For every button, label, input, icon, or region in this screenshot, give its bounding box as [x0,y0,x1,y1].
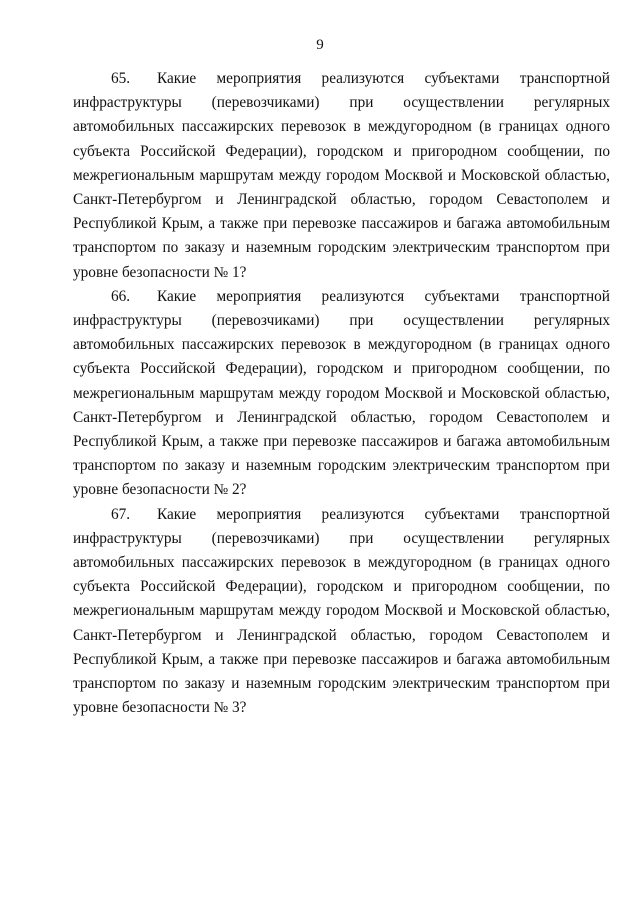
question-text: Какие мероприятия реализуются субъектами транспортной инфраструктуры (перевозчиками) при осуществлении регулярных автомобильных пассажирских перевозок в междугородном (в границах одного субъекта Российской Федерации), городском и пригородном сообщении, по межрегиональным маршрутам между городом Москвой и Московской областью, Санкт-Петербургом и Ленинградской областью, городом Севастополем и Республикой Крым, а также при перевозке пассажиров и багажа автомобильным транспортом по заказу и наземным городским электрическим транспортом при уровне безопасности № 1? [73,70,610,281]
question-paragraph [73,67,610,285]
question-text: Какие мероприятия реализуются субъектами транспортной инфраструктуры (перевозчиками) при осуществлении регулярных автомобильных пассажирских перевозок в междугородном (в границах одного субъекта Российской Федерации), городском и пригородном сообщении, по межрегиональным маршрутам между городом Москвой и Московской областью, Санкт-Петербургом и Ленинградской областью, городом Севастополем и Республикой Крым, а также при перевозке пассажиров и багажа автомобильным транспортом по заказу и наземным городским электрическим транспортом при уровне безопасности № 2? [73,287,610,499]
page-number: 9 [316,37,324,53]
question-text: Какие мероприятия реализуются субъектами транспортной инфраструктуры (перевозчиками) при осуществлении регулярных автомобильных пассажирских перевозок в междугородном (в границах одного субъекта Российской Федерации), городском и пригородном сообщении, по межрегиональным маршрутам между городом Москвой и Московской областью, Санкт-Петербургом и Ленинградской областью, городом Севастополем и Республикой Крым, а также при перевозке пассажиров и багажа автомобильным транспортом по заказу и наземным городским электрическим транспортом при уровне безопасности № 3? [73,505,610,717]
question-number: 66. [111,287,131,305]
question-paragraph [73,503,610,721]
question-list [73,67,610,720]
question-paragraph [73,285,610,503]
question-number: 67. [111,505,131,523]
question-number: 65. [111,70,131,87]
